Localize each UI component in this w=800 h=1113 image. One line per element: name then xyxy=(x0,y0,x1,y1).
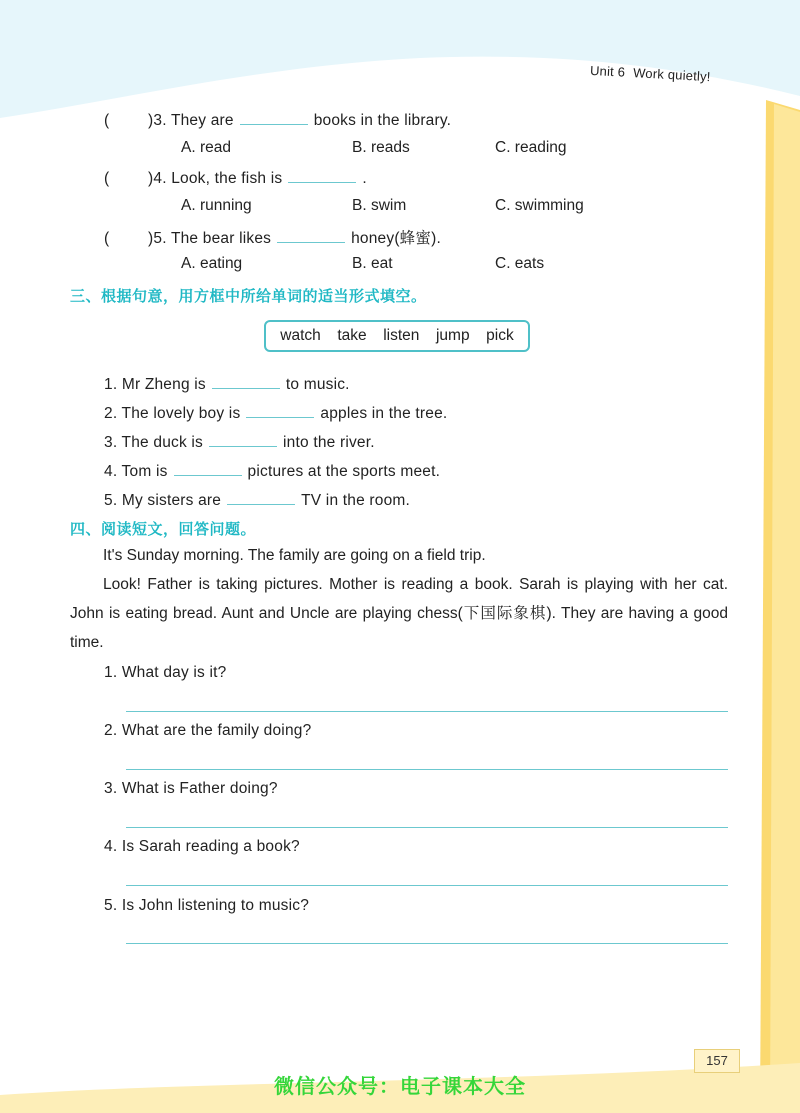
word-take: take xyxy=(337,327,367,344)
word-watch: watch xyxy=(280,327,321,344)
option-c: C. reading xyxy=(495,139,567,156)
answer-blank[interactable] xyxy=(227,490,295,505)
option-a: A. eating xyxy=(181,255,243,272)
option-c: C. swimming xyxy=(495,197,584,214)
answer-blank[interactable] xyxy=(174,461,242,476)
fill-item-3: 3. The duck is into the river. xyxy=(104,434,375,451)
option-b: B. reads xyxy=(352,139,410,156)
unit-number: Unit 6 xyxy=(589,62,626,80)
answer-blank[interactable] xyxy=(288,168,356,183)
word-pick: pick xyxy=(486,327,514,344)
answer-blank[interactable] xyxy=(246,403,314,418)
reading-question-4: 4. Is Sarah reading a book? xyxy=(104,838,300,855)
answer-line[interactable] xyxy=(126,885,728,886)
answer-blank[interactable] xyxy=(240,110,308,125)
word-listen: listen xyxy=(383,327,420,344)
question-number: 3. xyxy=(153,112,167,129)
reading-question-3: 3. What is Father doing? xyxy=(104,780,278,797)
fill-item-2: 2. The lovely boy is apples in the tree. xyxy=(104,405,448,422)
option-a: A. running xyxy=(181,197,252,214)
choice-question-4: ( )4. Look, the fish is . xyxy=(104,170,367,187)
option-b: B. swim xyxy=(352,197,407,214)
section-3-title: 三、根据句意，用方框中所给单词的适当形式填空。 xyxy=(70,288,427,305)
fill-item-5: 5. My sisters are TV in the room. xyxy=(104,492,411,509)
option-c: C. eats xyxy=(495,255,545,272)
word-jump: jump xyxy=(435,327,470,344)
question-number: 5. xyxy=(153,230,167,247)
answer-line[interactable] xyxy=(126,943,728,944)
answer-line[interactable] xyxy=(126,711,728,712)
answer-blank[interactable] xyxy=(277,228,345,243)
option-b: B. eat xyxy=(352,255,393,272)
answer-line[interactable] xyxy=(126,769,728,770)
reading-question-2: 2. What are the family doing? xyxy=(104,722,312,739)
watermark: 微信公众号：电子课本大全 xyxy=(274,1076,526,1098)
question-number: 4. xyxy=(153,170,167,187)
answer-line[interactable] xyxy=(126,827,728,828)
section-4-title: 四、阅读短文，回答问题。 xyxy=(70,521,257,538)
option-a: A. read xyxy=(181,139,231,156)
reading-question-5: 5. Is John listening to music? xyxy=(104,897,310,914)
unit-title: Work quietly! xyxy=(632,65,711,85)
word-box xyxy=(264,320,530,352)
choice-question-5: ( )5. The bear likes honey(蜂蜜). xyxy=(104,230,441,247)
reading-question-1: 1. What day is it? xyxy=(104,664,227,681)
fill-item-4: 4. Tom is pictures at the sports meet. xyxy=(104,463,441,480)
page-edge-decoration xyxy=(760,0,800,1113)
fill-item-1: 1. Mr Zheng is to music. xyxy=(104,376,350,393)
answer-blank[interactable] xyxy=(212,374,280,389)
passage-paragraph-1: It's Sunday morning. The family are going on a field trip. xyxy=(103,547,486,564)
passage-paragraph-2: Look! Father is taking pictures. Mother is reading a book. Sarah is playing with her cat. John is eating bread. Aunt and Uncle are playing chess(下国际象棋). They are having a good time. xyxy=(70,576,728,651)
answer-blank[interactable] xyxy=(209,432,277,447)
choice-question-3: ( )3. They are books in the library. xyxy=(104,112,452,129)
page-number: 157 xyxy=(694,1049,740,1073)
